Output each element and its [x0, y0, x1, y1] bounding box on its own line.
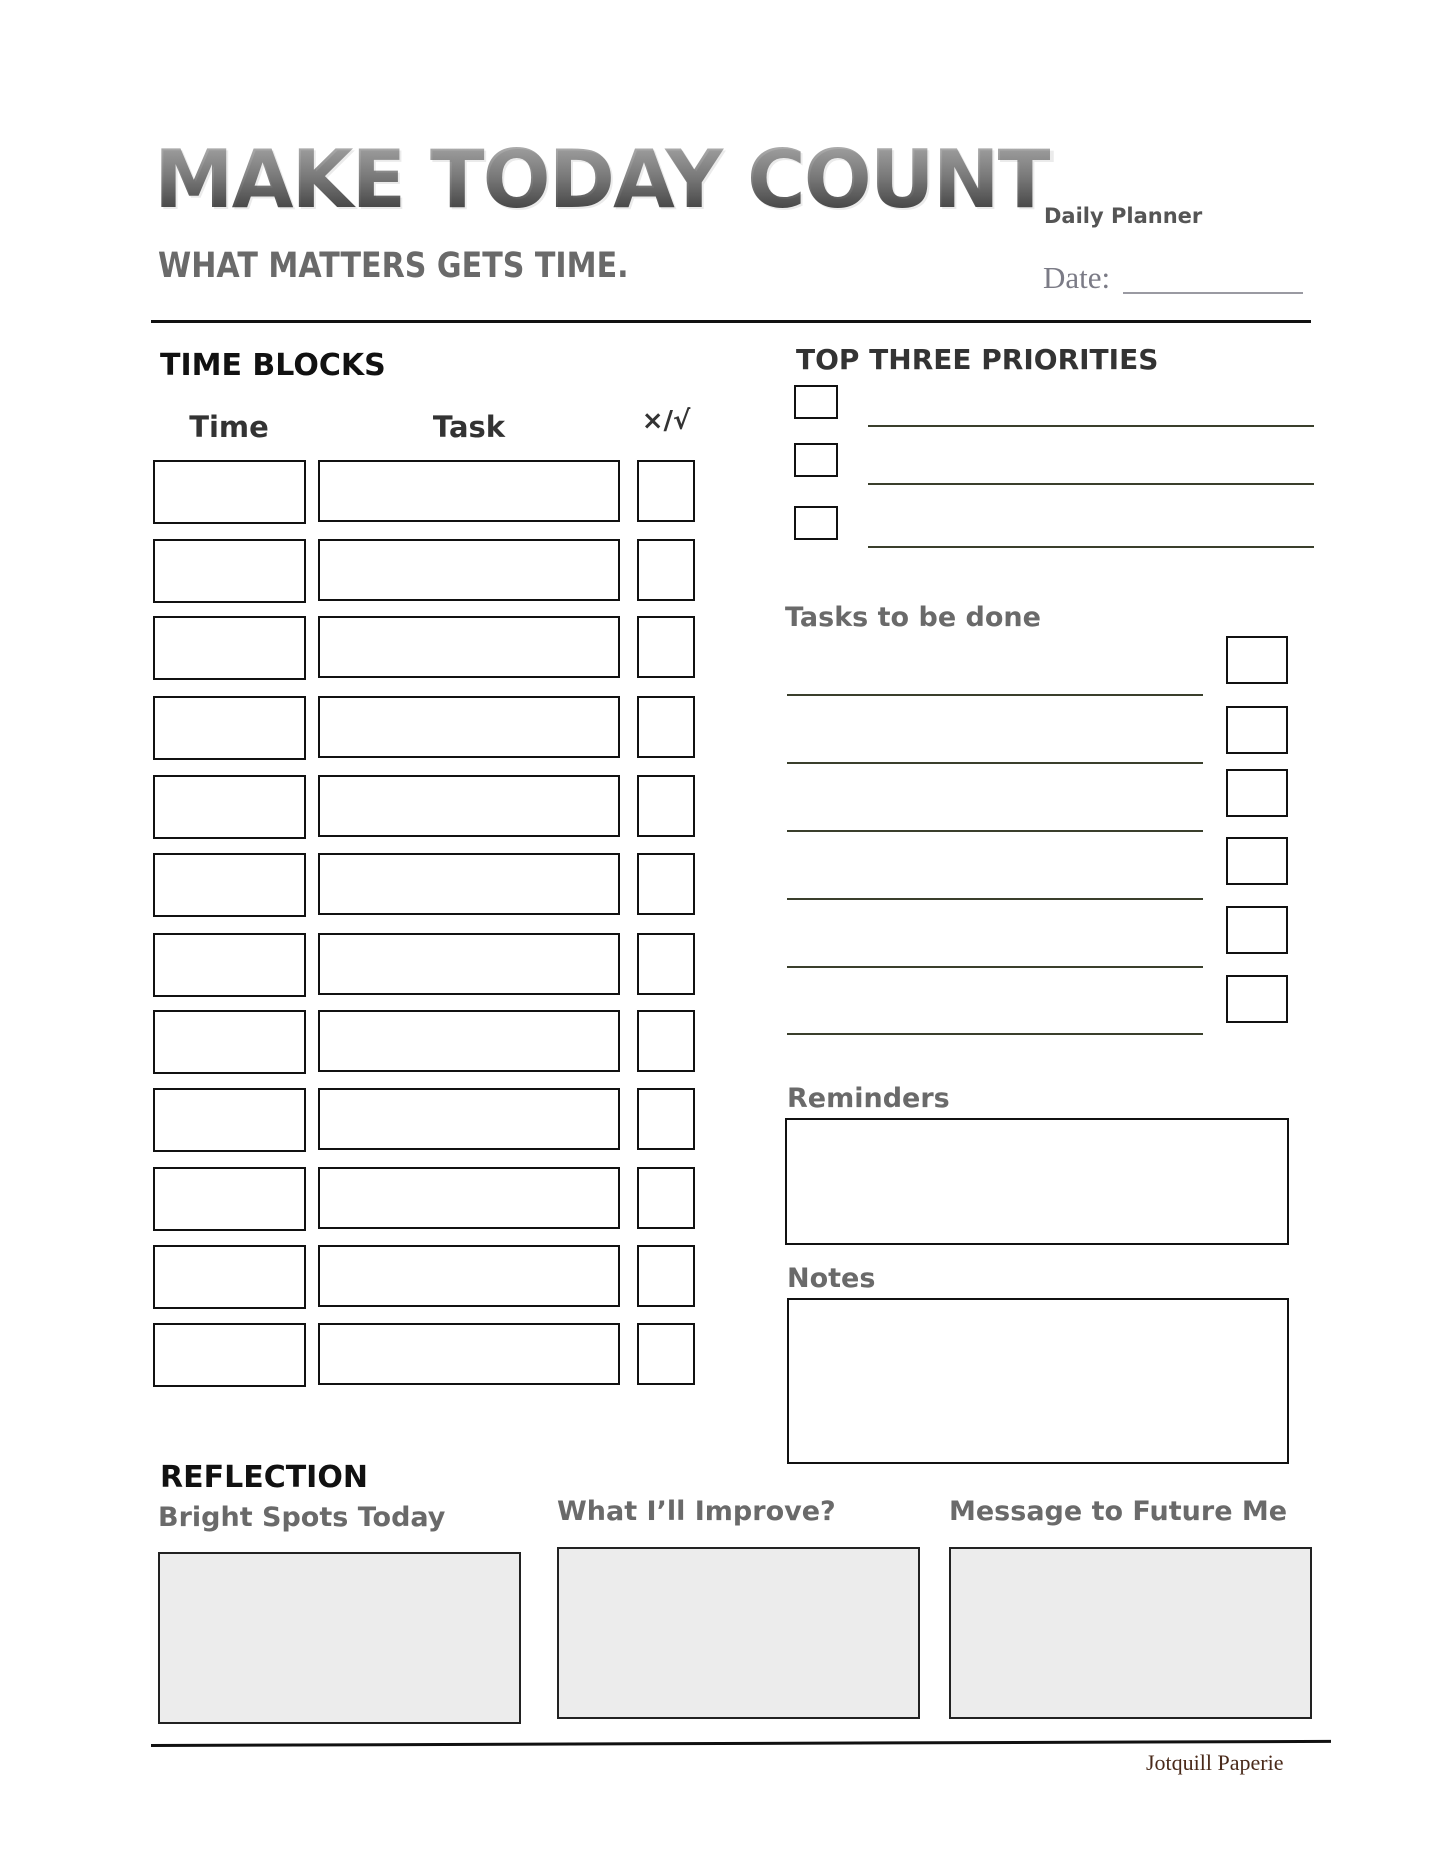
priority-checkbox[interactable] [794, 385, 838, 419]
tasks-heading: Tasks to be done [785, 602, 1041, 633]
tagline: WHAT MATTERS GETS TIME. [158, 246, 629, 286]
future-me-box[interactable] [949, 1547, 1312, 1719]
priority-line[interactable] [868, 546, 1314, 548]
future-me-label: Message to Future Me [949, 1496, 1288, 1527]
task-checkbox[interactable] [1226, 837, 1288, 885]
reflection-heading: REFLECTION [160, 1460, 368, 1495]
done-checkbox[interactable] [637, 616, 695, 678]
time-blocks-heading: TIME BLOCKS [160, 348, 386, 383]
done-checkbox[interactable] [637, 1088, 695, 1150]
done-checkbox[interactable] [637, 460, 695, 522]
task-input[interactable] [318, 616, 620, 678]
task-input[interactable] [318, 933, 620, 995]
reminders-box[interactable] [785, 1118, 1289, 1245]
task-input[interactable] [318, 1245, 620, 1307]
task-checkbox[interactable] [1226, 706, 1288, 754]
task-input[interactable] [318, 1323, 620, 1385]
task-line[interactable] [787, 966, 1203, 968]
priority-checkbox[interactable] [794, 443, 838, 477]
time-slot-input[interactable] [153, 1245, 306, 1309]
task-input[interactable] [318, 1088, 620, 1150]
bright-spots-label: Bright Spots Today [158, 1502, 446, 1533]
task-line[interactable] [787, 694, 1203, 696]
done-checkbox[interactable] [637, 1245, 695, 1307]
time-slot-input[interactable] [153, 616, 306, 680]
task-input[interactable] [318, 853, 620, 915]
task-line[interactable] [787, 762, 1203, 764]
notes-box[interactable] [787, 1298, 1289, 1464]
task-line[interactable] [787, 898, 1203, 900]
improve-box[interactable] [557, 1547, 920, 1719]
task-line[interactable] [787, 830, 1203, 832]
priority-line[interactable] [868, 483, 1314, 485]
task-input[interactable] [318, 460, 620, 522]
task-input[interactable] [318, 1010, 620, 1072]
page-title: MAKE TODAY COUNT [154, 133, 1051, 226]
footer-divider [151, 1740, 1331, 1747]
time-slot-input[interactable] [153, 933, 306, 997]
priority-line[interactable] [868, 425, 1314, 427]
time-slot-input[interactable] [153, 539, 306, 603]
task-checkbox[interactable] [1226, 636, 1288, 684]
task-column-header: Task [432, 410, 506, 444]
done-checkbox[interactable] [637, 1010, 695, 1072]
task-line[interactable] [787, 1033, 1203, 1035]
time-slot-input[interactable] [153, 853, 306, 917]
notes-heading: Notes [787, 1263, 876, 1294]
done-checkbox[interactable] [637, 1323, 695, 1385]
done-checkbox[interactable] [637, 539, 695, 601]
done-checkbox[interactable] [637, 775, 695, 837]
time-column-header: Time [189, 410, 269, 444]
done-checkbox[interactable] [637, 853, 695, 915]
time-slot-input[interactable] [153, 696, 306, 760]
date-label: Date: [1043, 260, 1111, 295]
header-divider [151, 320, 1311, 323]
time-slot-input[interactable] [153, 775, 306, 839]
time-slot-input[interactable] [153, 1167, 306, 1231]
improve-label: What I’ll Improve? [557, 1496, 836, 1527]
task-input[interactable] [318, 696, 620, 758]
page-subtitle: Daily Planner [1044, 204, 1203, 228]
task-checkbox[interactable] [1226, 769, 1288, 817]
bright-spots-box[interactable] [158, 1552, 521, 1724]
task-checkbox[interactable] [1226, 975, 1288, 1023]
check-column-header: ×/√ [641, 406, 691, 436]
done-checkbox[interactable] [637, 933, 695, 995]
time-slot-input[interactable] [153, 1323, 306, 1387]
done-checkbox[interactable] [637, 1167, 695, 1229]
task-input[interactable] [318, 539, 620, 601]
time-slot-input[interactable] [153, 1010, 306, 1074]
time-slot-input[interactable] [153, 460, 306, 524]
brand-name: Jotquill Paperie [1146, 1750, 1284, 1775]
date-field[interactable] [1123, 292, 1303, 294]
priority-checkbox[interactable] [794, 506, 838, 540]
priorities-heading: TOP THREE PRIORITIES [796, 343, 1159, 376]
task-input[interactable] [318, 775, 620, 837]
reminders-heading: Reminders [787, 1083, 950, 1114]
task-input[interactable] [318, 1167, 620, 1229]
time-slot-input[interactable] [153, 1088, 306, 1152]
task-checkbox[interactable] [1226, 906, 1288, 954]
done-checkbox[interactable] [637, 696, 695, 758]
